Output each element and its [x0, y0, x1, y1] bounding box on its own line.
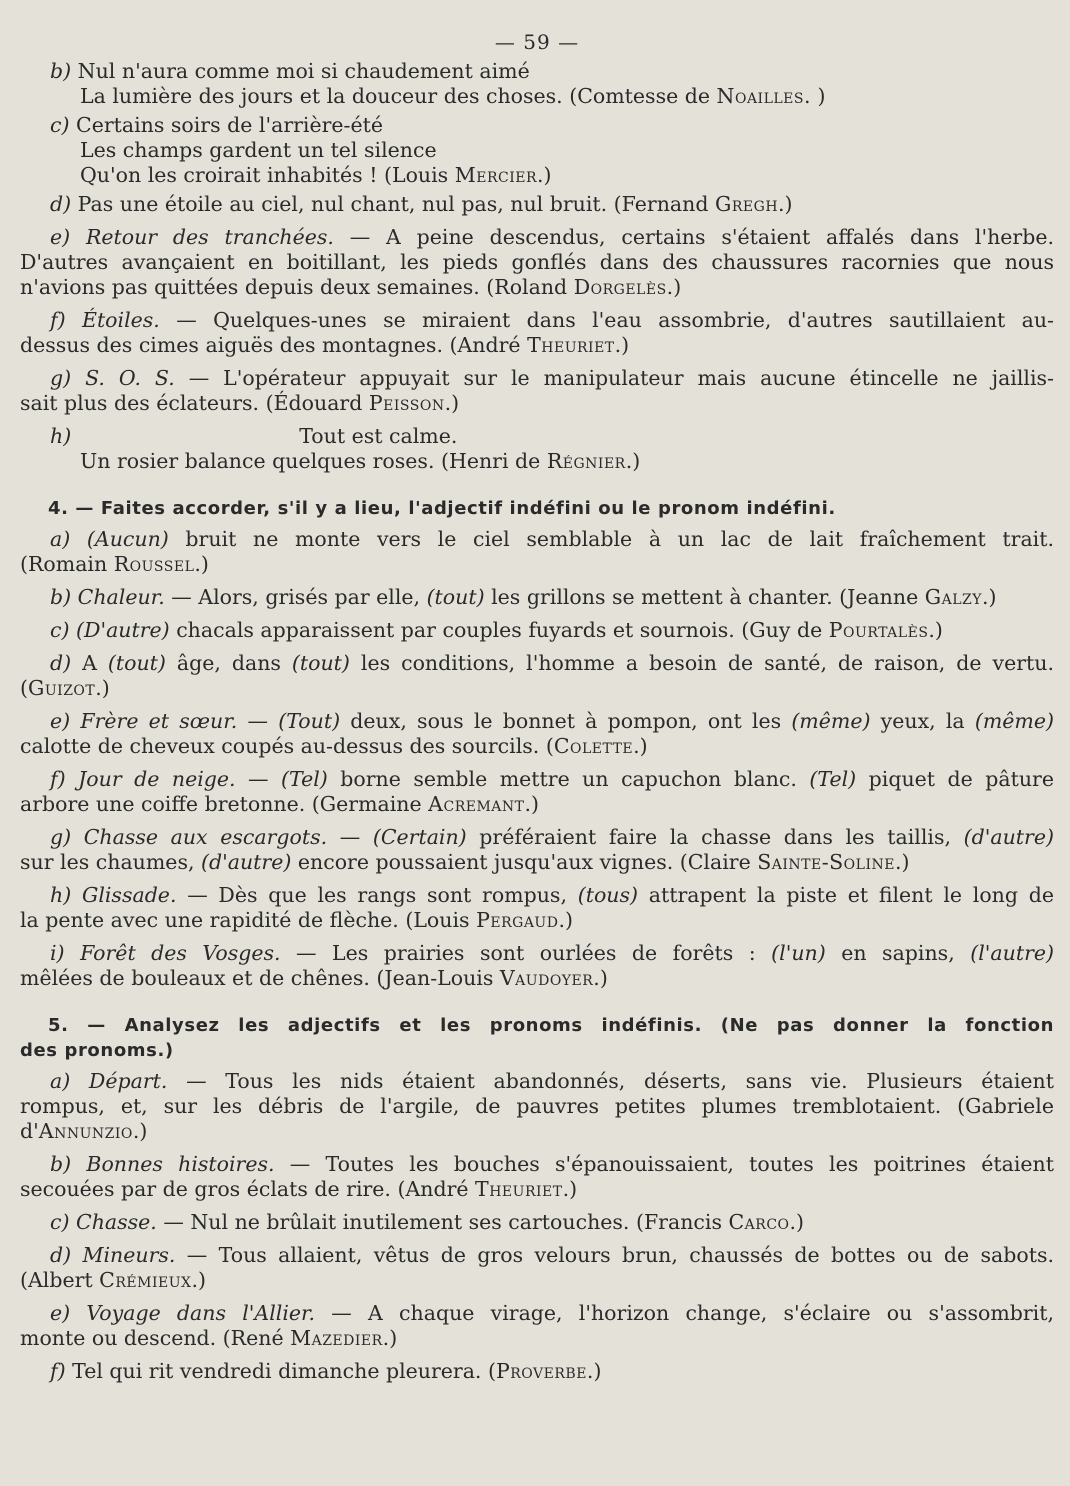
item-title: Glissade.: [81, 883, 177, 907]
item-title: Jour de neige.: [78, 767, 236, 791]
citation-open: (Albert: [20, 1268, 100, 1292]
word-to-agree: (Tel): [281, 767, 328, 791]
citation-close: .): [614, 333, 630, 357]
exercise-item-3d: [20, 192, 1054, 217]
citation-close: .): [982, 585, 997, 609]
item-text: rompus, et, sur les débris de l'argile, de pauvres petites plumes tremblotaient. (Gabriele: [20, 1094, 1054, 1118]
author-name: Carco: [728, 1210, 790, 1234]
item-text: attrapent la piste et filent le long de: [638, 883, 1054, 907]
item-text: mêlées de bouleaux et de chênes. (Jean-Louis: [20, 966, 500, 990]
item-title: Chaleur.: [77, 585, 165, 609]
citation-open: (: [20, 676, 28, 700]
item-title: S. O. S.: [85, 366, 175, 390]
citation-close: .): [789, 1210, 805, 1234]
exercise-item-5c: [20, 1210, 1054, 1235]
exercise-5-heading: [20, 1013, 1054, 1063]
word-to-agree: (même): [791, 709, 871, 733]
author-name: Noailles.: [716, 84, 812, 108]
word-to-agree: (tous): [577, 883, 639, 907]
author-name: Colette: [553, 734, 634, 758]
item-letter: d): [50, 651, 72, 675]
item-letter: b): [50, 1152, 72, 1176]
item-text: en sapins,: [825, 941, 971, 965]
citation-close: .): [132, 1119, 148, 1143]
page-number: — 59 —: [494, 30, 580, 54]
item-text: —: [235, 767, 281, 791]
item-text: — L'opérateur appuyait sur le manipulateur mais aucune étincelle ne jaillis-: [174, 366, 1054, 390]
author-name: Pourtalès: [828, 618, 929, 642]
citation-close: .): [191, 1268, 206, 1292]
word-to-agree: (tout): [107, 651, 166, 675]
exercise-item-3h: [20, 424, 1054, 474]
citation-close: ): [811, 84, 826, 108]
item-letter: i): [50, 941, 65, 965]
item-text: — Tous allaient, vêtus de gros velours brun, chaussés de bottes ou de sabots.: [175, 1243, 1054, 1267]
exercise-item-3c: [20, 113, 1054, 188]
word-to-agree: (tout): [291, 651, 350, 675]
item-letter: d): [50, 192, 72, 216]
word-to-agree: (Tel): [809, 767, 857, 791]
author-name: Dorgelès: [573, 275, 667, 299]
item-text: Pas une étoile au ciel, nul chant, nul pas, nul bruit. (Fernand: [77, 192, 709, 216]
exercise-item-4g: [20, 825, 1054, 875]
item-text: chacals apparaissent par couples fuyards et sournois. (Guy de: [169, 618, 829, 642]
item-text: A: [82, 651, 108, 675]
verse-line: Qu'on les croirait inhabités ! (Louis: [80, 163, 449, 187]
exercise-item-3g: [20, 366, 1054, 416]
item-text: piquet de pâture: [856, 767, 1054, 791]
item-text: borne semble mettre un capuchon blanc.: [327, 767, 810, 791]
item-title: Chasse.: [76, 1210, 157, 1234]
author-name: Pergaud: [476, 908, 559, 932]
item-text: — Nul ne brûlait inutilement ses cartouches. (Francis: [156, 1210, 729, 1234]
item-letter: h): [50, 424, 72, 448]
citation-close: .): [562, 1177, 578, 1201]
item-text: bruit ne monte vers le ciel semblable à un lac de lait fraîchement trait.: [168, 527, 1054, 551]
exercise-item-5b: [20, 1152, 1054, 1202]
heading-line: des pronoms.): [20, 1040, 174, 1061]
word-to-agree: (Tout): [278, 709, 341, 733]
word-to-agree: (Aucun): [86, 527, 169, 551]
author-name: Annunzio: [38, 1119, 133, 1143]
citation-open: d': [20, 1119, 39, 1143]
item-title: Départ.: [88, 1069, 168, 1093]
item-letter: c): [50, 1210, 70, 1234]
exercise-item-3e: [20, 225, 1054, 300]
author-name: Vaudoyer: [499, 966, 594, 990]
item-text: sur les chaumes,: [20, 850, 201, 874]
author-name: Crémieux: [99, 1268, 192, 1292]
item-letter: h): [50, 883, 72, 907]
citation-close: .): [194, 552, 209, 576]
author-name: Mazedier: [290, 1326, 383, 1350]
word-to-agree: (même): [974, 709, 1054, 733]
word-to-agree: (d'autre): [963, 825, 1054, 849]
item-text: les grillons se mettent à chanter. (Jeanne: [484, 585, 925, 609]
exercise-item-4c: [20, 618, 1054, 643]
item-letter: e): [50, 709, 71, 733]
exercise-item-4b: [20, 585, 1054, 610]
item-letter: b): [50, 59, 72, 83]
item-letter: g): [50, 366, 72, 390]
exercise-item-5a: [20, 1069, 1054, 1144]
item-title: Forêt des Vosges.: [80, 941, 281, 965]
author-name: Gregh: [715, 192, 779, 216]
heading-line: 5. — Analysez les adjectifs et les pronoms indéfinis. (Ne pas donner la fonction: [48, 1015, 1054, 1036]
item-text: — Tous les nids étaient abandonnés, déserts, sans vie. Plusieurs étaient: [167, 1069, 1054, 1093]
item-letter: e): [50, 1301, 71, 1325]
citation-close: .): [558, 908, 573, 932]
word-to-agree: (l'un): [771, 941, 826, 965]
exercise-item-4h: [20, 883, 1054, 933]
author-name: Galzy: [924, 585, 982, 609]
citation-open: (Romain: [20, 552, 114, 576]
verse-line: Un rosier balance quelques roses. (Henri de: [80, 449, 541, 473]
author-name: Peisson: [368, 391, 445, 415]
word-to-agree: (D'autre): [76, 618, 170, 642]
item-letter: e): [50, 225, 71, 249]
exercise-item-3b: [20, 59, 1054, 109]
citation-close: .): [537, 163, 552, 187]
item-letter: f): [50, 767, 66, 791]
author-name: Régnier: [546, 449, 626, 473]
exercise-item-4f: [20, 767, 1054, 817]
word-to-agree: (d'autre): [201, 850, 292, 874]
item-text: — Toutes les bouches s'épanouissaient, toutes les poitrines étaient: [274, 1152, 1054, 1176]
item-title: Étoiles.: [81, 308, 160, 332]
exercise-item-4i: [20, 941, 1054, 991]
item-text: dessus des cimes aiguës des montagnes. (André: [20, 333, 521, 357]
verse-line: La lumière des jours et la douceur des choses. (Comtesse de: [80, 84, 710, 108]
item-letter: d): [50, 1243, 72, 1267]
item-text: — A peine descendus, certains s'étaient affalés dans l'herbe.: [333, 225, 1054, 249]
item-text: yeux, la: [870, 709, 975, 733]
citation-close: .): [633, 734, 648, 758]
item-text: deux, sous le bonnet à pompon, ont les: [340, 709, 792, 733]
item-text: encore poussaient jusqu'aux vignes. (Claire: [291, 850, 758, 874]
item-letter: g): [50, 825, 72, 849]
author-name: Proverbe: [495, 1359, 587, 1383]
item-text: D'autres avançaient en boitillant, les pieds gonflés dans des chaussures racornies que nous: [20, 250, 1054, 274]
item-text: —: [327, 825, 373, 849]
item-text: — Quelques-unes se miraient dans l'eau assombrie, d'autres sautillaient au-: [159, 308, 1054, 332]
item-title: Frère et sœur.: [80, 709, 238, 733]
exercise-item-4e: [20, 709, 1054, 759]
author-name: Theuriet: [475, 1177, 563, 1201]
citation-close: .): [95, 676, 110, 700]
item-text: les conditions, l'homme a besoin de santé, de raison, de vertu.: [349, 651, 1054, 675]
citation-close: .): [444, 391, 460, 415]
item-text: monte ou descend. (René: [20, 1326, 291, 1350]
item-text: sait plus des éclateurs. (Édouard: [20, 391, 363, 415]
item-text: arbore une coiffe bretonne. (Germaine: [20, 792, 429, 816]
item-title: Voyage dans l'Allier.: [86, 1301, 316, 1325]
citation-close: .): [625, 449, 641, 473]
item-text: — Dès que les rangs sont rompus,: [176, 883, 578, 907]
author-name: Roussel: [113, 552, 195, 576]
verse-line: Nul n'aura comme moi si chaudement aimé: [77, 59, 530, 83]
verse-line: Certains soirs de l'arrière-été: [76, 113, 383, 137]
exercise-item-4a: [20, 527, 1054, 577]
author-name: Mercier: [454, 163, 537, 187]
item-letter: a): [50, 1069, 71, 1093]
item-letter: c): [50, 618, 70, 642]
citation-close: .): [666, 275, 682, 299]
word-to-agree: (Certain): [372, 825, 467, 849]
exercise-item-5f: [20, 1359, 1054, 1384]
word-to-agree: (tout): [426, 585, 485, 609]
item-text: — Les prairies sont ourlées de forêts :: [280, 941, 772, 965]
citation-close: .): [778, 192, 793, 216]
item-text: âge, dans: [165, 651, 292, 675]
item-text: préféraient faire la chasse dans les taillis,: [466, 825, 964, 849]
item-text: — Alors, grisés par elle,: [164, 585, 427, 609]
item-letter: a): [50, 527, 71, 551]
citation-close: .): [586, 1359, 602, 1383]
author-name: Sainte-Soline: [757, 850, 895, 874]
citation-close: .): [928, 618, 943, 642]
item-title: Bonnes histoires.: [86, 1152, 275, 1176]
verse-line: Tout est calme.: [299, 424, 458, 448]
item-title: Chasse aux escargots.: [83, 825, 328, 849]
exercise-4-heading: 4. — Faites accorder, s'il y a lieu, l'adjectif indéfini ou le pronom indéfini.: [48, 498, 836, 519]
exercise-item-4d: [20, 651, 1054, 701]
item-text: calotte de cheveux coupés au-dessus des sourcils. (: [20, 734, 554, 758]
item-letter: c): [50, 113, 70, 137]
item-letter: f): [50, 1359, 66, 1383]
exercise-item-5d: [20, 1243, 1054, 1293]
verse-line: Les champs gardent un tel silence: [80, 138, 437, 162]
word-to-agree: (l'autre): [970, 941, 1055, 965]
item-letter: b): [50, 585, 72, 609]
citation-close: .): [382, 1326, 398, 1350]
item-text: n'avions pas quittées depuis deux semaines. (Roland: [20, 275, 568, 299]
item-text: —: [237, 709, 279, 733]
item-text: — A chaque virage, l'horizon change, s'éclaire ou s'assombrit,: [315, 1301, 1054, 1325]
citation-close: .): [894, 850, 910, 874]
citation-close: .): [524, 792, 539, 816]
author-name: Guizot: [28, 676, 96, 700]
citation-close: .): [593, 966, 608, 990]
author-name: Theuriet: [527, 333, 615, 357]
item-text: secouées par de gros éclats de rire. (André: [20, 1177, 476, 1201]
item-title: Retour des tranchées.: [85, 225, 334, 249]
exercise-item-3f: [20, 308, 1054, 358]
exercise-item-5e: [20, 1301, 1054, 1351]
item-text: Tel qui rit vendredi dimanche pleurera. (: [72, 1359, 496, 1383]
author-name: Acremant: [428, 792, 525, 816]
item-title: Mineurs.: [82, 1243, 176, 1267]
item-letter: f): [50, 308, 66, 332]
item-text: la pente avec une rapidité de flèche. (Louis: [20, 908, 477, 932]
